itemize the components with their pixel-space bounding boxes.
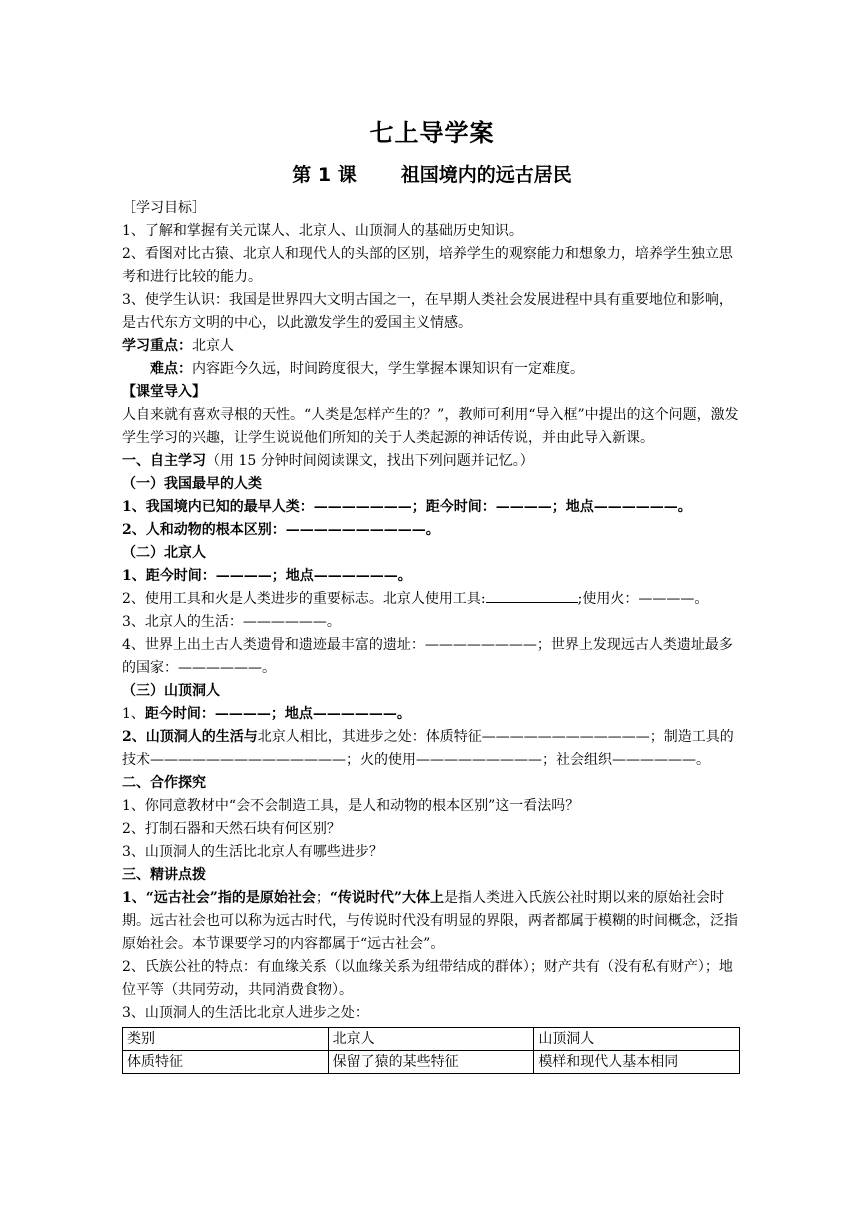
discussion-item: 2、打制石器和天然石块有何区别？ <box>122 821 341 837</box>
page-title: 七上导学案 <box>369 119 495 147</box>
table-cell: 模样和现代人基本相同 <box>534 1051 740 1074</box>
question: 1、我国境内已知的最早人类：———————；距今时间：————；地点——————。 <box>122 499 692 515</box>
question-number: 1、 <box>122 706 145 722</box>
table-cell: 保留了猿的某些特征 <box>328 1051 534 1074</box>
explain-text: “远古社会”指的是原始社会 <box>145 890 316 906</box>
self-study-heading <box>122 450 742 473</box>
section-heading: （二）北京人 <box>122 545 206 561</box>
question-text-bold: 2、山顶洞人的生活与 <box>122 729 258 745</box>
comparison-table <box>122 1027 740 1074</box>
self-study-heading-bold: 一、自主学习 <box>122 453 206 469</box>
key-point-label: 学习重点： <box>122 338 192 354</box>
explain-heading: 三、精讲点拨 <box>122 867 206 883</box>
explain-paragraph: 3、山顶洞人的生活比北京人进步之处： <box>122 1005 369 1021</box>
explain-paragraph <box>122 887 742 956</box>
explain-paragraph: 2、氏族公社的特点：有血缘关系（以血缘关系为纽带结成的群体）；财产共有（没有私有财产）；地位平等（共同劳动，共同消费食物）。 <box>122 959 733 998</box>
objective-item: 3、使学生认识：我国是世界四大文明古国之一，在早期人类社会发展进程中具有重要地位和影响，是古代东方文明的中心，以此激发学生的爱国主义情感。 <box>122 292 733 331</box>
explain-text: 1、 <box>122 890 146 906</box>
lesson-name: 祖国境内的远古居民 <box>400 164 572 186</box>
document-body <box>122 197 742 1074</box>
difficulty-point <box>122 358 742 381</box>
question: 2、人和动物的根本区别：——————————。 <box>122 522 440 538</box>
question <box>122 703 742 726</box>
explain-text: “传说时代”大体上 <box>329 890 444 906</box>
explain-text: 是指人类进入氏族公社时期以来的原始社会时期。远古社会也可以称为远古时代，与传说时代没有明显的界限，两者都属于模糊的时间概念，泛指原始社会。本节课要学习的内容都属于“远古社会”。 <box>122 890 738 952</box>
table-row <box>123 1051 740 1074</box>
intro-heading: 【课堂导入】 <box>122 384 206 400</box>
objectives-heading: ［学习目标］ <box>122 200 206 216</box>
intro-text: 人自来就有喜欢寻根的天性。“人类是怎样产生的？”，教师可利用“导入框”中提出的这个问题，激发学生学习的兴趣，让学生说说他们所知的关于人类起源的神话传说，并由此导入新课。 <box>122 407 739 446</box>
question-text: 2、使用工具和火是人类进步的重要标志。北京人使用工具: <box>122 591 486 607</box>
table-header-row <box>123 1028 740 1051</box>
question <box>122 588 742 611</box>
question: 3、北京人的生活：——————。 <box>122 614 341 630</box>
question: 4、世界上出土古人类遗骨和遗迹最丰富的遗址：————————；世界上发现远古人类遗址最多的国家：——————。 <box>122 637 733 676</box>
discussion-item: 1、你同意教材中“会不会制造工具，是人和动物的根本区别”这一看法吗？ <box>122 798 580 814</box>
objective-item: 2、看图对比古猿、北京人和现代人的头部的区别，培养学生的观察能力和想象力，培养学生独立思考和进行比较的能力。 <box>122 246 733 285</box>
discussion-item: 3、山顶洞人的生活比北京人有哪些进步？ <box>122 844 383 860</box>
table-header-cell: 山顶洞人 <box>534 1028 740 1051</box>
table-header-cell: 北京人 <box>328 1028 534 1051</box>
difficulty-label: 难点： <box>150 361 192 377</box>
table-header-cell: 类别 <box>123 1028 329 1051</box>
answer-blank[interactable] <box>486 588 578 603</box>
key-point-value: 北京人 <box>192 338 234 354</box>
question <box>122 726 742 772</box>
difficulty-value: 内容距今久远，时间跨度很大，学生掌握本课知识有一定难度。 <box>192 361 584 377</box>
question: 1、距今时间：————；地点——————。 <box>122 568 412 584</box>
key-point <box>122 335 742 358</box>
lesson-number: 第 1 课 <box>292 164 357 186</box>
explain-text: ； <box>315 890 330 906</box>
self-study-heading-note: （用 15 分钟时间阅读课文，找出下列问题并记忆。） <box>206 453 534 469</box>
cooperate-heading: 二、合作探究 <box>122 775 206 791</box>
lesson-title <box>122 160 742 187</box>
question-text: 北京人相比，其进步之处：体质特征————————————；制造工具的技术——————————————；火的使用—————————；社会组织——————。 <box>122 729 734 768</box>
section-heading: （三）山顶洞人 <box>122 683 220 699</box>
objective-item: 1、了解和掌握有关元谋人、北京人、山顶洞人的基础历史知识。 <box>122 223 523 239</box>
section-heading: （一）我国最早的人类 <box>122 476 262 492</box>
table-cell: 体质特征 <box>123 1051 329 1074</box>
question-text: 距今时间：————；地点——————。 <box>144 706 411 722</box>
question-text: ;使用火：————。 <box>577 591 709 607</box>
